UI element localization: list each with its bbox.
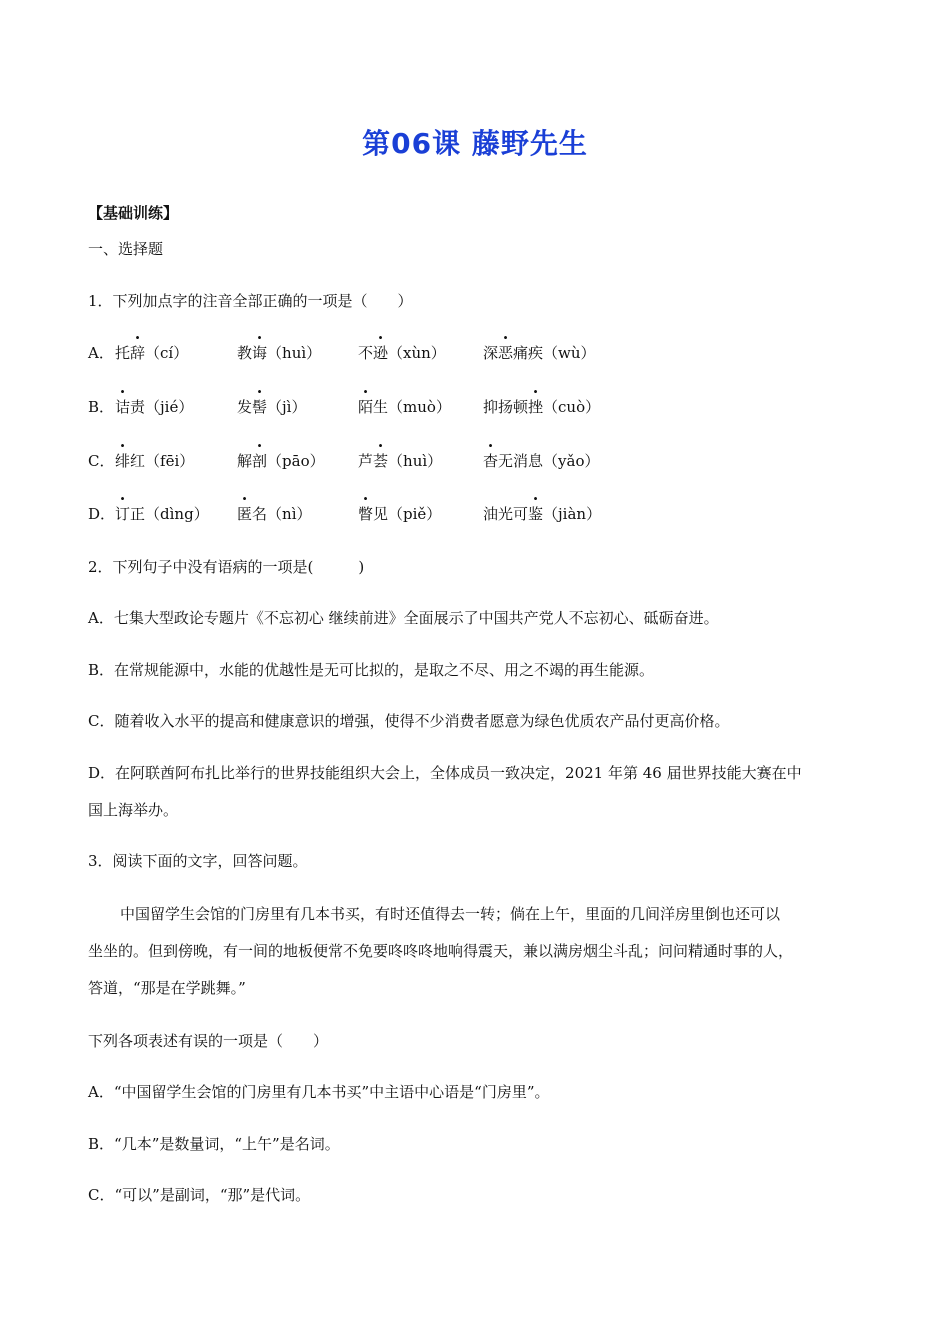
dotted-character: 鉴: [528, 505, 544, 523]
q2-option-b: B．在常规能源中，水能的优越性是无可比拟的，是取之不尽、用之不竭的再生能源。: [88, 661, 655, 679]
q3-option-c: C．“可以”是副词，“那”是代词。: [88, 1186, 311, 1204]
pinyin: （muò）: [388, 398, 451, 416]
dotted-character: 荟: [373, 452, 389, 470]
dotted-character: 挫: [528, 398, 544, 416]
q1-option-item: 陌生（muò）: [358, 398, 451, 416]
pinyin: （cuò）: [543, 398, 601, 416]
pinyin: （fēi）: [145, 452, 195, 470]
q1-option-item: 瞥见（piě）: [358, 505, 442, 523]
q2-option-a: A．七集大型政论专题片《不忘初心 继续前进》全面展示了中国共产党人不忘初心、砥砺奋进。: [88, 609, 719, 627]
pinyin: （jì）: [267, 398, 307, 416]
q3-passage-line2: 坐坐的。但到傍晚，有一间的地板便常不免要咚咚咚地响得震天，兼以满房烟尘斗乱；问问精通时事的人，: [88, 942, 794, 960]
q1-option-item: 深恶痛疾（wù）: [483, 344, 596, 362]
dotted-character: 绯: [115, 452, 131, 470]
pinyin: （jié）: [145, 398, 194, 416]
q1-option-letter: C．: [88, 452, 115, 470]
q1-option-item: 匿名（nì）: [237, 505, 312, 523]
dotted-character: 陌: [358, 398, 374, 416]
dotted-character: 剖: [252, 452, 268, 470]
pinyin: （dìng）: [145, 505, 209, 523]
q2-stem: 2．下列句子中没有语病的一项是( ): [88, 558, 365, 576]
dotted-character: 订: [115, 505, 131, 523]
q1-option-item: 解剖（pāo）: [237, 452, 325, 470]
q1-option-letter: A．: [88, 344, 114, 362]
pinyin: （nì）: [267, 505, 312, 523]
pinyin: （xùn）: [388, 344, 446, 362]
pinyin: （wù）: [543, 344, 596, 362]
q1-option-item: 抑扬顿挫（cuò）: [483, 398, 601, 416]
q1-option-item: 发髻（jì）: [237, 398, 307, 416]
dotted-character: 诘: [115, 398, 131, 416]
q1-stem: 1．下列加点字的注音全部正确的一项是（ ）: [88, 292, 413, 310]
pinyin: （piě）: [388, 505, 442, 523]
dotted-character: 恶: [498, 344, 514, 362]
q1-option-item: 诘责（jié）: [115, 398, 194, 416]
q1-option-item: 教诲（huì）: [237, 344, 322, 362]
q2-option-d-cont: 国上海举办。: [88, 801, 179, 819]
q3-option-b: B．“几本”是数量词，“上午”是名词。: [88, 1135, 340, 1153]
q1-option-item: 不逊（xùn）: [358, 344, 446, 362]
dotted-character: 髻: [252, 398, 268, 416]
dotted-character: 匿: [237, 505, 253, 523]
q1-option-item: 芦荟（huì）: [358, 452, 443, 470]
q3-ask: 下列各项表述有误的一项是（ ）: [88, 1032, 329, 1050]
pinyin: （huì）: [267, 344, 322, 362]
dotted-character: 杳: [483, 452, 499, 470]
q1-option-letter: B．: [88, 398, 115, 416]
q1-option-item: 杳无消息（yǎo）: [483, 452, 600, 470]
q1-option-item: 绯红（fēi）: [115, 452, 195, 470]
dotted-character: 诲: [252, 344, 268, 362]
part-heading: 一、选择题: [88, 240, 164, 258]
page-title: 第06课 藤野先生: [362, 127, 588, 160]
q2-option-c: C．随着收入水平的提高和健康意识的增强，使得不少消费者愿意为绿色优质农产品付更高价格。: [88, 712, 730, 730]
pinyin: （huì）: [388, 452, 443, 470]
q3-passage-line3: 答道，“那是在学跳舞。”: [88, 979, 246, 997]
dotted-character: 辞: [130, 344, 146, 362]
section-label: 【基础训练】: [88, 204, 179, 222]
q2-option-d: D．在阿联酋阿布扎比举行的世界技能组织大会上，全体成员一致决定，2021 年第 46 届世界技能大赛在中: [88, 764, 802, 782]
pinyin: （jiàn）: [543, 505, 602, 523]
q1-option-item: 订正（dìng）: [115, 505, 209, 523]
q1-option-item: 托辞（cí）: [115, 344, 189, 362]
q1-option-item: 油光可鉴（jiàn）: [483, 505, 602, 523]
dotted-character: 逊: [373, 344, 389, 362]
q3-passage-line1: 中国留学生会馆的门房里有几本书买，有时还值得去一转；倘在上午，里面的几间洋房里倒也还可以: [120, 905, 781, 923]
q3-stem: 3．阅读下面的文字，回答问题。: [88, 852, 308, 870]
pinyin: （pāo）: [267, 452, 325, 470]
q3-option-a: A．“中国留学生会馆的门房里有几本书买”中主语中心语是“门房里”。: [88, 1083, 550, 1101]
q1-option-letter: D．: [88, 505, 116, 523]
pinyin: （yǎo）: [543, 452, 600, 470]
dotted-character: 瞥: [358, 505, 374, 523]
pinyin: （cí）: [145, 344, 189, 362]
